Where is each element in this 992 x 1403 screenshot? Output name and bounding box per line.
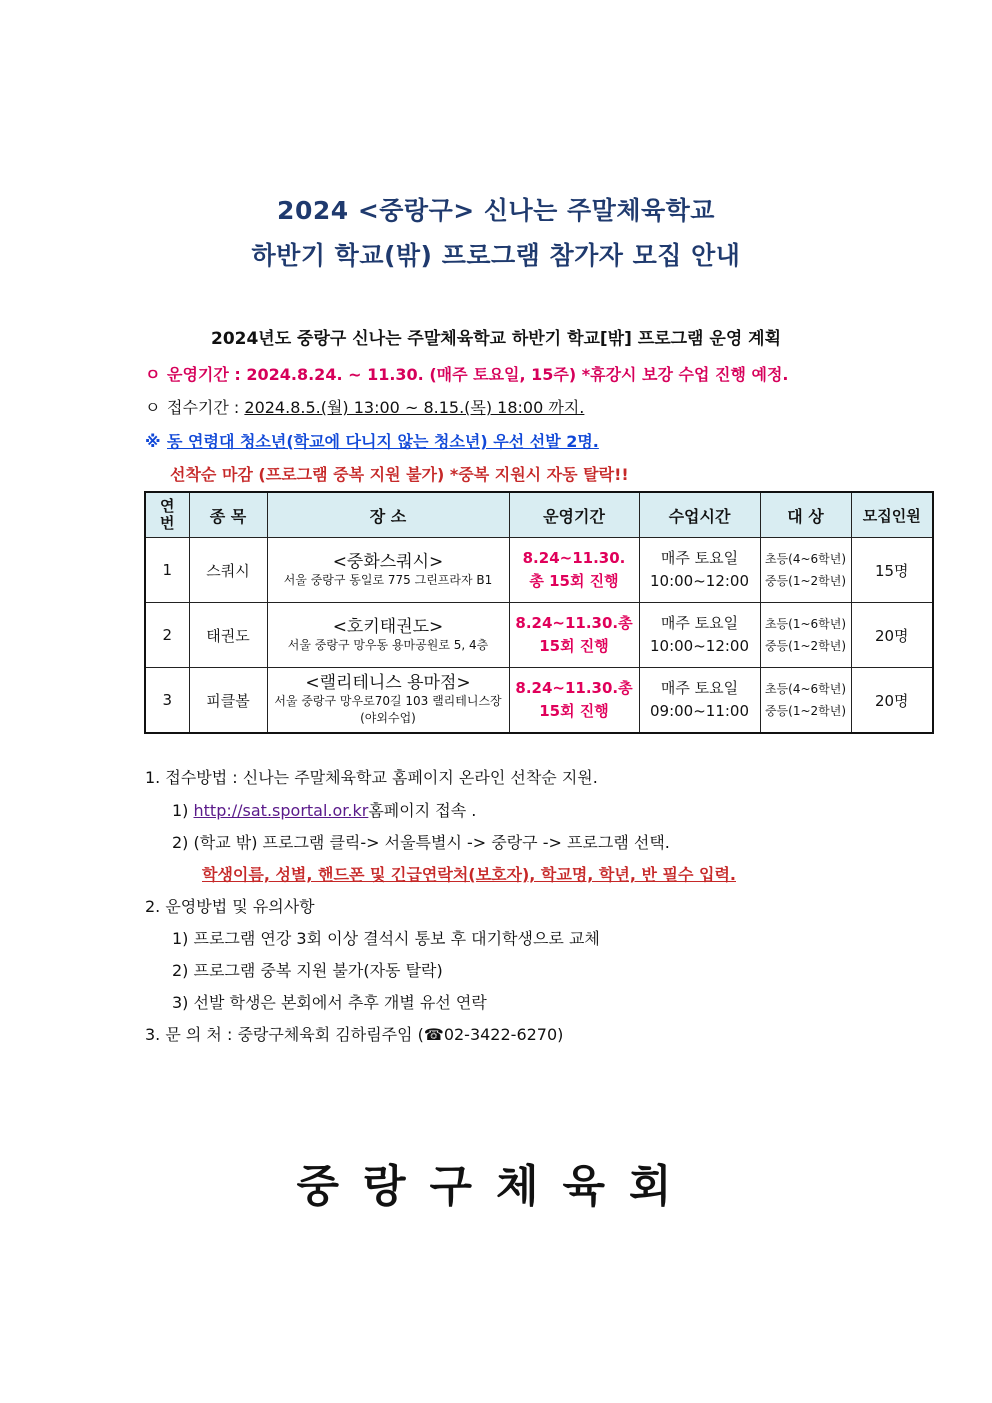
row-venue <box>267 538 509 603</box>
priority-note: 동 연령대 청소년(학교에 다니지 않는 청소년) 우선 선발 2명. <box>167 432 599 451</box>
period-line-1: 8.24~11.30. <box>522 549 626 567</box>
priority-note-line <box>145 429 599 452</box>
header-no: 연번 <box>145 492 189 538</box>
time-line-1: 매주 토요일 <box>660 679 739 697</box>
period-line-2: 15회 진행 <box>539 637 609 655</box>
row-target <box>760 538 851 603</box>
row-capacity: 15명 <box>851 538 933 603</box>
required-info-note <box>202 862 736 885</box>
row-time <box>639 668 760 734</box>
header-target: 대 상 <box>760 492 851 538</box>
header-capacity: 모집인원 <box>851 492 933 538</box>
plan-heading: 2024년도 중랑구 신나는 주말체육학교 하반기 학교[밖] 프로그램 운영 계획 <box>210 329 782 349</box>
target-line-2: 중등(1~2학년) <box>764 639 847 653</box>
venue-name: <랠리테니스 용마점> <box>305 673 471 693</box>
step-text: 홈페이지 접속 . <box>368 801 477 820</box>
instruction-1-2: 2) (학교 밖) 프로그램 클릭-> 서울특별시 -> 중랑구 -> 프로그램 선택. <box>172 833 670 852</box>
venue-address: 서울 중랑구 망우동 용마공원로 5, 4층 <box>287 637 489 652</box>
operation-period-line <box>145 362 789 385</box>
time-line-1: 매주 토요일 <box>660 549 739 567</box>
instruction-2-1: 1) 프로그램 연강 3회 이상 결석시 통보 후 대기학생으로 교체 <box>172 929 600 948</box>
bullet-icon: ㅇ <box>145 398 161 417</box>
row-capacity: 20명 <box>851 603 933 668</box>
row-period <box>509 538 639 603</box>
time-line-2: 10:00~12:00 <box>649 637 750 655</box>
venue-address: 서울 중랑구 동일로 775 그린프라자 B1 <box>283 572 493 587</box>
bullet-icon: ㅇ <box>145 365 161 384</box>
note-mark-icon: ※ <box>145 432 161 451</box>
title-line-1: 2024 <중랑구> 신나는 주말체육학교 <box>277 196 715 225</box>
target-line-1: 초등(4~6학년) <box>764 552 847 566</box>
document-title <box>0 188 992 278</box>
header-venue: 장 소 <box>267 492 509 538</box>
period-line-1: 8.24~11.30.총 <box>515 614 633 632</box>
row-sport: 피클볼 <box>189 668 267 734</box>
operation-period: 운영기간 : 2024.8.24. ~ 11.30. (매주 토요일, 15주) *휴강시 보강 수업 진행 예정. <box>167 365 789 384</box>
application-label: 접수기간 : <box>167 398 245 417</box>
period-line-1: 8.24~11.30.총 <box>515 679 633 697</box>
target-line-1: 초등(1~6학년) <box>764 617 847 631</box>
row-no: 3 <box>145 668 189 734</box>
instruction-2: 2. 운영방법 및 유의사항 <box>145 897 315 916</box>
target-line-1: 초등(4~6학년) <box>764 682 847 696</box>
time-line-1: 매주 토요일 <box>660 614 739 632</box>
table-row <box>145 668 933 734</box>
program-table <box>144 491 934 734</box>
instruction-1-1 <box>172 798 476 821</box>
title-line-2: 하반기 학교(밖) 프로그램 참가자 모집 안내 <box>251 241 741 270</box>
step-number: 1) <box>172 801 189 820</box>
row-sport: 태권도 <box>189 603 267 668</box>
instruction-2-2: 2) 프로그램 중복 지원 불가(자동 탈락) <box>172 961 443 980</box>
row-no: 1 <box>145 538 189 603</box>
period-line-2: 총 15회 진행 <box>529 572 619 590</box>
target-line-2: 중등(1~2학년) <box>764 574 847 588</box>
instruction-1: 1. 접수방법 : 신나는 주말체육학교 홈페이지 온라인 선착순 지원. <box>145 768 598 787</box>
period-line-2: 15회 진행 <box>539 702 609 720</box>
venue-name: <중화스쿼시> <box>332 551 444 572</box>
row-period <box>509 668 639 734</box>
header-time: 수업시간 <box>639 492 760 538</box>
required-info-text: 학생이름, 성별, 핸드폰 및 긴급연락처(보호자), 학교명, 학년, 반 필수 입력. <box>202 865 736 884</box>
venue-address: 서울 중랑구 망우로70길 103 랠리테니스장(야외수업) <box>274 694 502 725</box>
target-line-2: 중등(1~2학년) <box>764 704 847 718</box>
row-venue <box>267 668 509 734</box>
table-row <box>145 538 933 603</box>
organization-footer: 중랑구체육회 <box>296 1161 696 1212</box>
application-period-line <box>145 395 584 418</box>
row-venue <box>267 603 509 668</box>
row-time <box>639 538 760 603</box>
row-period <box>509 603 639 668</box>
application-period: 2024.8.5.(월) 13:00 ~ 8.15.(목) 18:00 까지. <box>244 398 585 417</box>
homepage-link[interactable]: http://sat.sportal.or.kr <box>193 801 369 820</box>
row-time <box>639 603 760 668</box>
instruction-3: 3. 문 의 처 : 중랑구체육회 김하림주임 (☎02-3422-6270) <box>145 1025 564 1044</box>
instruction-2-3: 3) 선발 학생은 본회에서 추후 개별 유선 연락 <box>172 993 487 1012</box>
first-come-text: 선착순 마감 (프로그램 중복 지원 불가) *중복 지원시 자동 탈락!! <box>170 465 629 484</box>
time-line-2: 10:00~12:00 <box>649 572 750 590</box>
venue-name: <호키태권도> <box>332 616 444 637</box>
row-capacity: 20명 <box>851 668 933 734</box>
table-header-row <box>145 492 933 538</box>
row-sport: 스쿼시 <box>189 538 267 603</box>
table-row <box>145 603 933 668</box>
row-no: 2 <box>145 603 189 668</box>
header-sport: 종 목 <box>189 492 267 538</box>
time-line-2: 09:00~11:00 <box>649 702 750 720</box>
row-target <box>760 668 851 734</box>
first-come-note <box>170 462 629 485</box>
header-period: 운영기간 <box>509 492 639 538</box>
row-target <box>760 603 851 668</box>
